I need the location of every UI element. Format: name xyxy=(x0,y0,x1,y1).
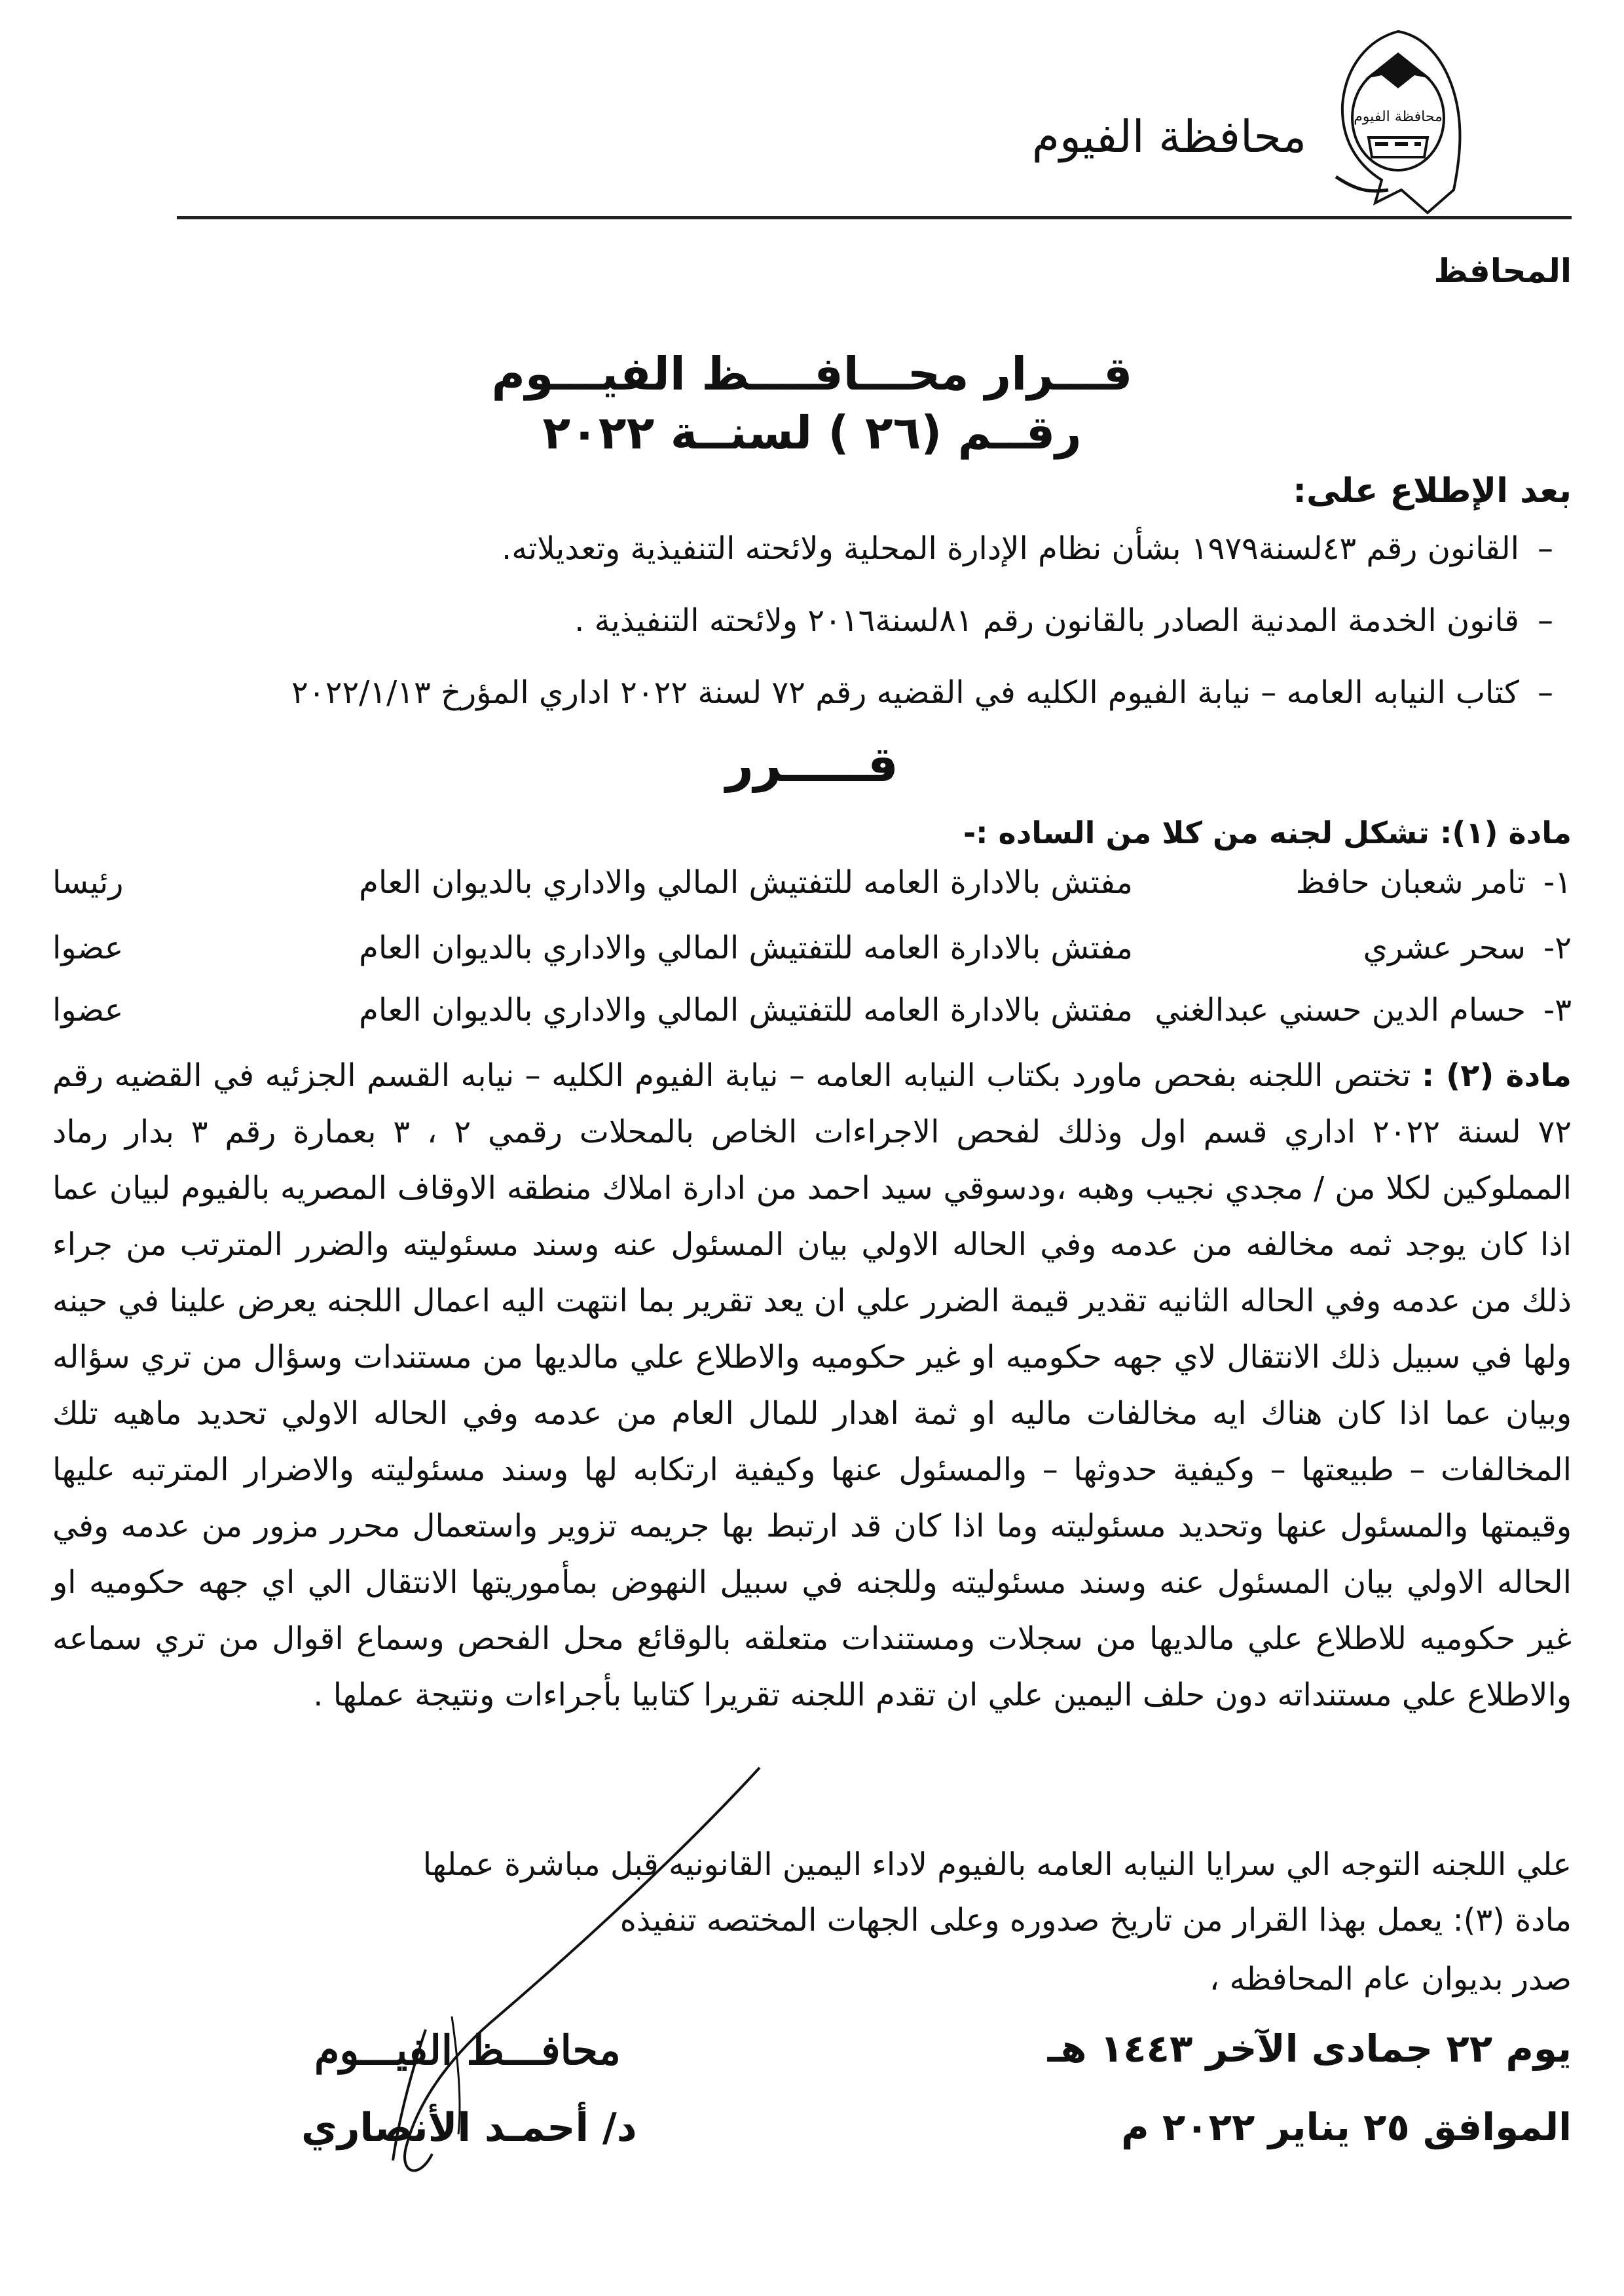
reference-item: –قانون الخدمة المدنية الصادر بالقانون رقم ٨١لسنة٢٠١٦ ولائحته التنفيذية . xyxy=(574,602,1553,639)
reference-item: –القانون رقم ٤٣لسنة١٩٧٩ بشأن نظام الإدارة المحلية ولائحته التنفيذية وتعديلاته. xyxy=(501,530,1553,567)
decision-heading: قـــــرر xyxy=(726,737,898,793)
issued-line: صدر بديوان عام المحافظه ، xyxy=(1209,1961,1572,1997)
svg-text:محافظة الفيوم: محافظة الفيوم xyxy=(1354,109,1443,125)
decree-number: رقــم (٢٦ ) لسنــة ٢٠٢٢ xyxy=(542,406,1082,460)
office-title: المحافظ xyxy=(1433,252,1572,290)
gregorian-date: الموافق ٢٥ يناير ٢٠٢٢ م xyxy=(1121,2105,1572,2149)
oath-instruction: علي اللجنه التوجه الي سرايا النيابه العامه بالفيوم لاداء اليمين القانونيه قبل مباشرة عملها xyxy=(422,1846,1572,1883)
organization-name: محافظة الفيوم xyxy=(1031,111,1306,163)
reference-item: –كتاب النيابه العامه – نيابة الفيوم الكليه في القضيه رقم ٧٢ لسنة ٢٠٢٢ اداري المؤرخ ٢٠٢٢/١/١٣ xyxy=(291,674,1553,711)
hijri-date: يوم ٢٢ جمادى الآخر ١٤٤٣ هـ xyxy=(1047,2026,1572,2071)
article-1-heading: مادة (١): تشكل لجنه من كلا من الساده :- xyxy=(963,815,1572,850)
committee-member: ١- تامر شعبان حافظ مفتش بالادارة العامه للتفتيش المالي والاداري بالديوان العام رئيسا xyxy=(52,864,1572,901)
preamble-heading: بعد الإطلاع على: xyxy=(1293,471,1572,511)
signatory-name: د/ أحمـد الأنصاري xyxy=(301,2105,637,2151)
decree-title: قـــرار محـــافــــظ الفيـــوم xyxy=(491,347,1133,401)
article-2-paragraph: مادة (٢) : تختص اللجنه بفحص ماورد بكتاب النيابه العامه – نيابة الفيوم الكليه – نيابه القسم الجزئيه في القضيه رقم ٧٢ لسنة ٢٠٢٢ اداري قسم اول وذلك لفحص الاجراءات الخاص بالمحلات رقمي ٢ ، ٣ بعمارة رقم ٣ بدار رماد المملوكين لكلا من / مجدي نجيب وهبه ،ودسوقي سيد احمد من ادارة املاك منطقه الاوقاف المصريه بالفيوم لبيان عما اذا كان يوجد ثمه مخالفه من عدمه وفي الحاله الاولي بيان المسئول عنه وسند مسئوليته والضرر المترتب من جراء ذلك من عدمه وفي الحاله الثانيه تقدير قيمة الضرر علي ان يعد تقرير بما انتهت اليه اعمال اللجنه يعرض علينا في حينه ولها في سبيل ذلك الانتقال لاي جهه حكوميه او غير حكوميه والاطلاع علي مالديها من مستندات وسؤال من تري سؤاله وبيان عما اذا كان هناك ايه مخالفات ماليه او ثمة اهدار للمال العام من عدمه وفي الحاله الاولي تحديد ماهيه تلك المخالفات – طبيعتها – وكيفية حدوثها – والمسئول عنها وكيفية ارتكابه لها وسند مسئوليته والاضرار المترتبه عليها وقيمتها والمسئول عنها وتحديد مسئوليته وما اذا كان قد ارتبط بها جريمه تزوير واستعمال محرر مزور من عدمه وفي الحاله الاولي بيان المسئول عنه وسند مسئوليته وللجنه في سبيل النهوض بمأموريتها الانتقال الي اي جهه حكوميه او غير حكوميه للاطلاع علي مالديها من سجلات ومستندات متعلقه بالوقائع محل الفحص وسماع اقوال من تري سماعه والاطلاع علي مستنداته دون حلف اليمين علي ان تقدم اللجنه تقريرا كتابيا بأجراءات ونتيجة عملها . xyxy=(52,1057,1572,1713)
article-3: مادة (٣): يعمل بهذا القرار من تاريخ صدوره وعلى الجهات المختصه تنفيذه xyxy=(619,1902,1572,1939)
committee-member: ٢- سحر عشري مفتش بالادارة العامه للتفتيش المالي والاداري بالديوان العام عضوا xyxy=(52,930,1572,966)
signatory-title: محافـــظ الفيـــوم xyxy=(314,2026,621,2074)
committee-member: ٣- حسام الدين حسني عبدالغني مفتش بالادارة العامه للتفتيش المالي والاداري بالديوان العام عضوا xyxy=(52,992,1572,1029)
